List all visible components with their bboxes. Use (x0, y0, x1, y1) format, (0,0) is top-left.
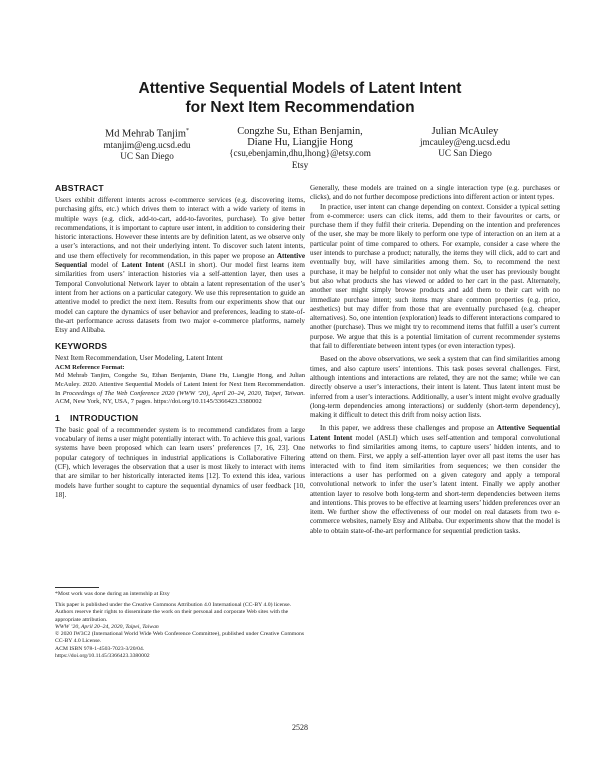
reference-text-part: Md Mehrab Tanjim, Congzhe Su, Ethan Benjamin, Diane Hu, Liangjie Hong, and Julian McAuley. 2020. Attentive Sequential Models of Latent Intent for Next Item Recommendation. In (55, 372, 305, 397)
title-line-1: Attentive Sequential Models of Latent Intent (138, 80, 462, 97)
author-names-line-1: Congzhe Su, Ethan Benjamin, (237, 126, 363, 137)
author-block-3 (400, 126, 530, 160)
reference-format-heading: ACM Reference Format: (55, 363, 125, 371)
keywords-text: Next Item Recommendation, User Modeling, Latent Intent (55, 354, 223, 363)
paragraph-part: In this paper, we address these challenges and propose an (320, 424, 497, 433)
abstract-bold-term: Latent Intent (121, 261, 165, 270)
introduction-heading (55, 413, 305, 424)
author-email: {csu,ebenjamin,dhu,lhong}@etsy.com (229, 148, 371, 159)
author-email: mtanjim@eng.ucsd.edu (103, 139, 191, 150)
paragraph-part: model (ASLI) which uses self-attention and temporal convolutional networks to find similarities among items, to capture users’ hidden intents, and to attend on them. First, we apply a self-attention layer over all past items the user has interacted with to find item similarities from sequences; we then consider the interactions a user has performed on a given category and apply a temporal convolutional network to infer the user’s latent intent. Finally we apply another attention layer to resolve both long-term and short-term dependencies between items and intentions. This proves to be effective at learning users’ hidden preferences over an item. We further show the effectiveness of our model on real datasets from two e-commerce websites, namely Etsy and Alibaba. Our experiments show that the model is able to obtain state-of-the-art performance for sequential prediction tasks. (310, 433, 560, 535)
paragraph-bold-term: Attentive Sequential Latent Intent (310, 424, 560, 442)
abstract-text-part: Users exhibit different intents across e-commerce services (e.g. discovering items, purchasing gifts, etc.) which drives them to interact with a wide variety of items in multiple ways (e.g. click, add-to-cart, add-to-favorites, purchase). To give better recommendations, it is important to capture user intent, in addition to considering their historic interactions. However these intents are by definition latent, as we observe only a user’s interactions, and not their underlying intent. To discover such latent intents, and use them effectively for recommendation, in this paper we propose an (55, 196, 305, 260)
author-email: jmcauley@eng.ucsd.edu (419, 137, 511, 148)
license-text: This paper is published under the Creative Commons Attribution 4.0 International (CC-BY 4.0) license. Authors reserve their rights to disseminate the work on their personal and corporate Web sites with the appropriate attribution. (55, 602, 292, 623)
abstract-text-part: model of (87, 261, 122, 270)
section-number: 1 (55, 412, 60, 423)
author-names-line-2: Diane Hu, Liangjie Hong (247, 137, 353, 149)
paper-title (0, 79, 600, 117)
paragraph: Based on the above observations, we seek a system that can find similarities among times, and also capture users’ intentions. This task poses several challenges. First, although intentions and interactions are related, they are not the same; while we can directly observe a user’s interactions, their intent is latent. Thus latent intent must be inferred from a user’s interactions. Additionally, a user’s intent might evolve gradually (long-term dependencies among interactions) or suddenly (short-term dependency), making it difficult to detect this drift from noisy action lists. (310, 355, 560, 420)
author-footnote-marker: * (186, 128, 190, 134)
paragraph: Generally, these models are trained on a single interaction type (e.g. purchases or clicks), and do not further decompose predictions into different action or intent types. (310, 184, 560, 202)
paragraph (310, 424, 560, 536)
title-line-2: for Next Item Recommendation (185, 99, 415, 116)
isbn-text: ACM ISBN 978-1-4503-7023-3/20/04. (55, 645, 145, 652)
author-block-2 (210, 126, 390, 171)
right-column (310, 184, 560, 536)
keywords-heading: KEYWORDS (55, 341, 108, 352)
author-affiliation: Etsy (291, 159, 309, 170)
introduction-text: The basic goal of a recommender system is to recommend candidates from a large vocabulary of items a user might potentially interact with. To achieve this goal, various systems have been proposed which can learn users’ preferences [7, 16, 23]. One popular category of techniques in industrial applications is Collaborative Filtering (CF), which leverages the observation that a user is most likely to interact with items that are similar to her historically interacted items [12]. To extend this idea, various models have further sought to capture the sequential dynamics of user feedback [10, 18]. (55, 425, 305, 499)
section-title: INTRODUCTION (69, 412, 139, 423)
author-block-1 (82, 126, 212, 162)
abstract-text (55, 196, 305, 335)
footnote-text: *Most work was done during an internship at Etsy (55, 591, 170, 597)
doi-link[interactable]: https://doi.org/10.1145/3366423.3380002 (55, 653, 150, 660)
conference-name: WWW ’20, April 20–24, 2020, Taipei, Taiwan (55, 623, 159, 630)
footnote-rule (55, 587, 99, 588)
paragraph: In practice, user intent can change depending on context. Consider a typical setting from e-commerce: users can click items, add them to their favourites or carts, or purchase them if they fulfil their criteria. Depending on the intention and preferences of the user, she may be more likely to perform one type of interaction on an item at a particular point of time compared to others. For example, consider a case where the user intends to purchase a product; naturally, the items they will click, add to cart and eventually buy, will have similarities among them. So, to recommend the next purchase, it may be helpful to consider not only what the user has previously bought but also what products she has viewed or added to her cart in the past. Alternately, another user might simply browse products and add them to their cart with no immediate purchase intent; such items may share common properties (e.g. price, aesthetics) but may differ from those that are eventually purchased (e.g. cheaper alternatives). So, one intention (exploration) leads to different interactions compared to another (purchase). Thus we might try to recommend items that fulfill a user’s current purpose. We argue that this is a potential limitation of current recommender systems that fail to differentiate between intent types (or even interaction types). (310, 202, 560, 351)
reference-format-text (55, 372, 305, 406)
reference-text-part: ACM, New York, NY, USA, 7 pages. https://doi.org/10.1145/3366423.3380002 (55, 398, 262, 406)
author-affiliation: UC San Diego (120, 150, 174, 161)
abstract-bold-term: Attentive Sequential (55, 251, 305, 270)
footnote-internship (55, 591, 305, 598)
reference-venue: Proceedings of The Web Conference 2020 (WWW ’20), April 20–24, 2020, Taipei, Taiwan. (62, 389, 305, 397)
left-column (55, 183, 305, 500)
copyright-block (55, 602, 305, 660)
author-name: Julian McAuley (431, 126, 499, 137)
abstract-heading: ABSTRACT (55, 183, 104, 193)
copyright-text: © 2020 IW3C2 (International World Wide Web Conference Committee), published under Creative Commons CC-BY 4.0 License. (55, 631, 305, 645)
author-name: Md Mehrab Tanjim (104, 128, 187, 140)
page-number: 2528 (292, 723, 308, 732)
abstract-text-part: (ASLI in short). Our model first learns item similarities from users’ interaction histories via a self-attention layer, then uses a Temporal Convolutional Network layer to obtain a latent representation of the user’s intent from her actions on a particular category. We use this representation to guide an attentive model to predict the next item. Results from our experiments show that our model can capture the dynamics of user behavior and preferences, leading to state-of-the-art performance across datasets from two major e-commerce platforms, namely Etsy and Alibaba. (55, 261, 305, 335)
author-affiliation: UC San Diego (438, 148, 492, 159)
